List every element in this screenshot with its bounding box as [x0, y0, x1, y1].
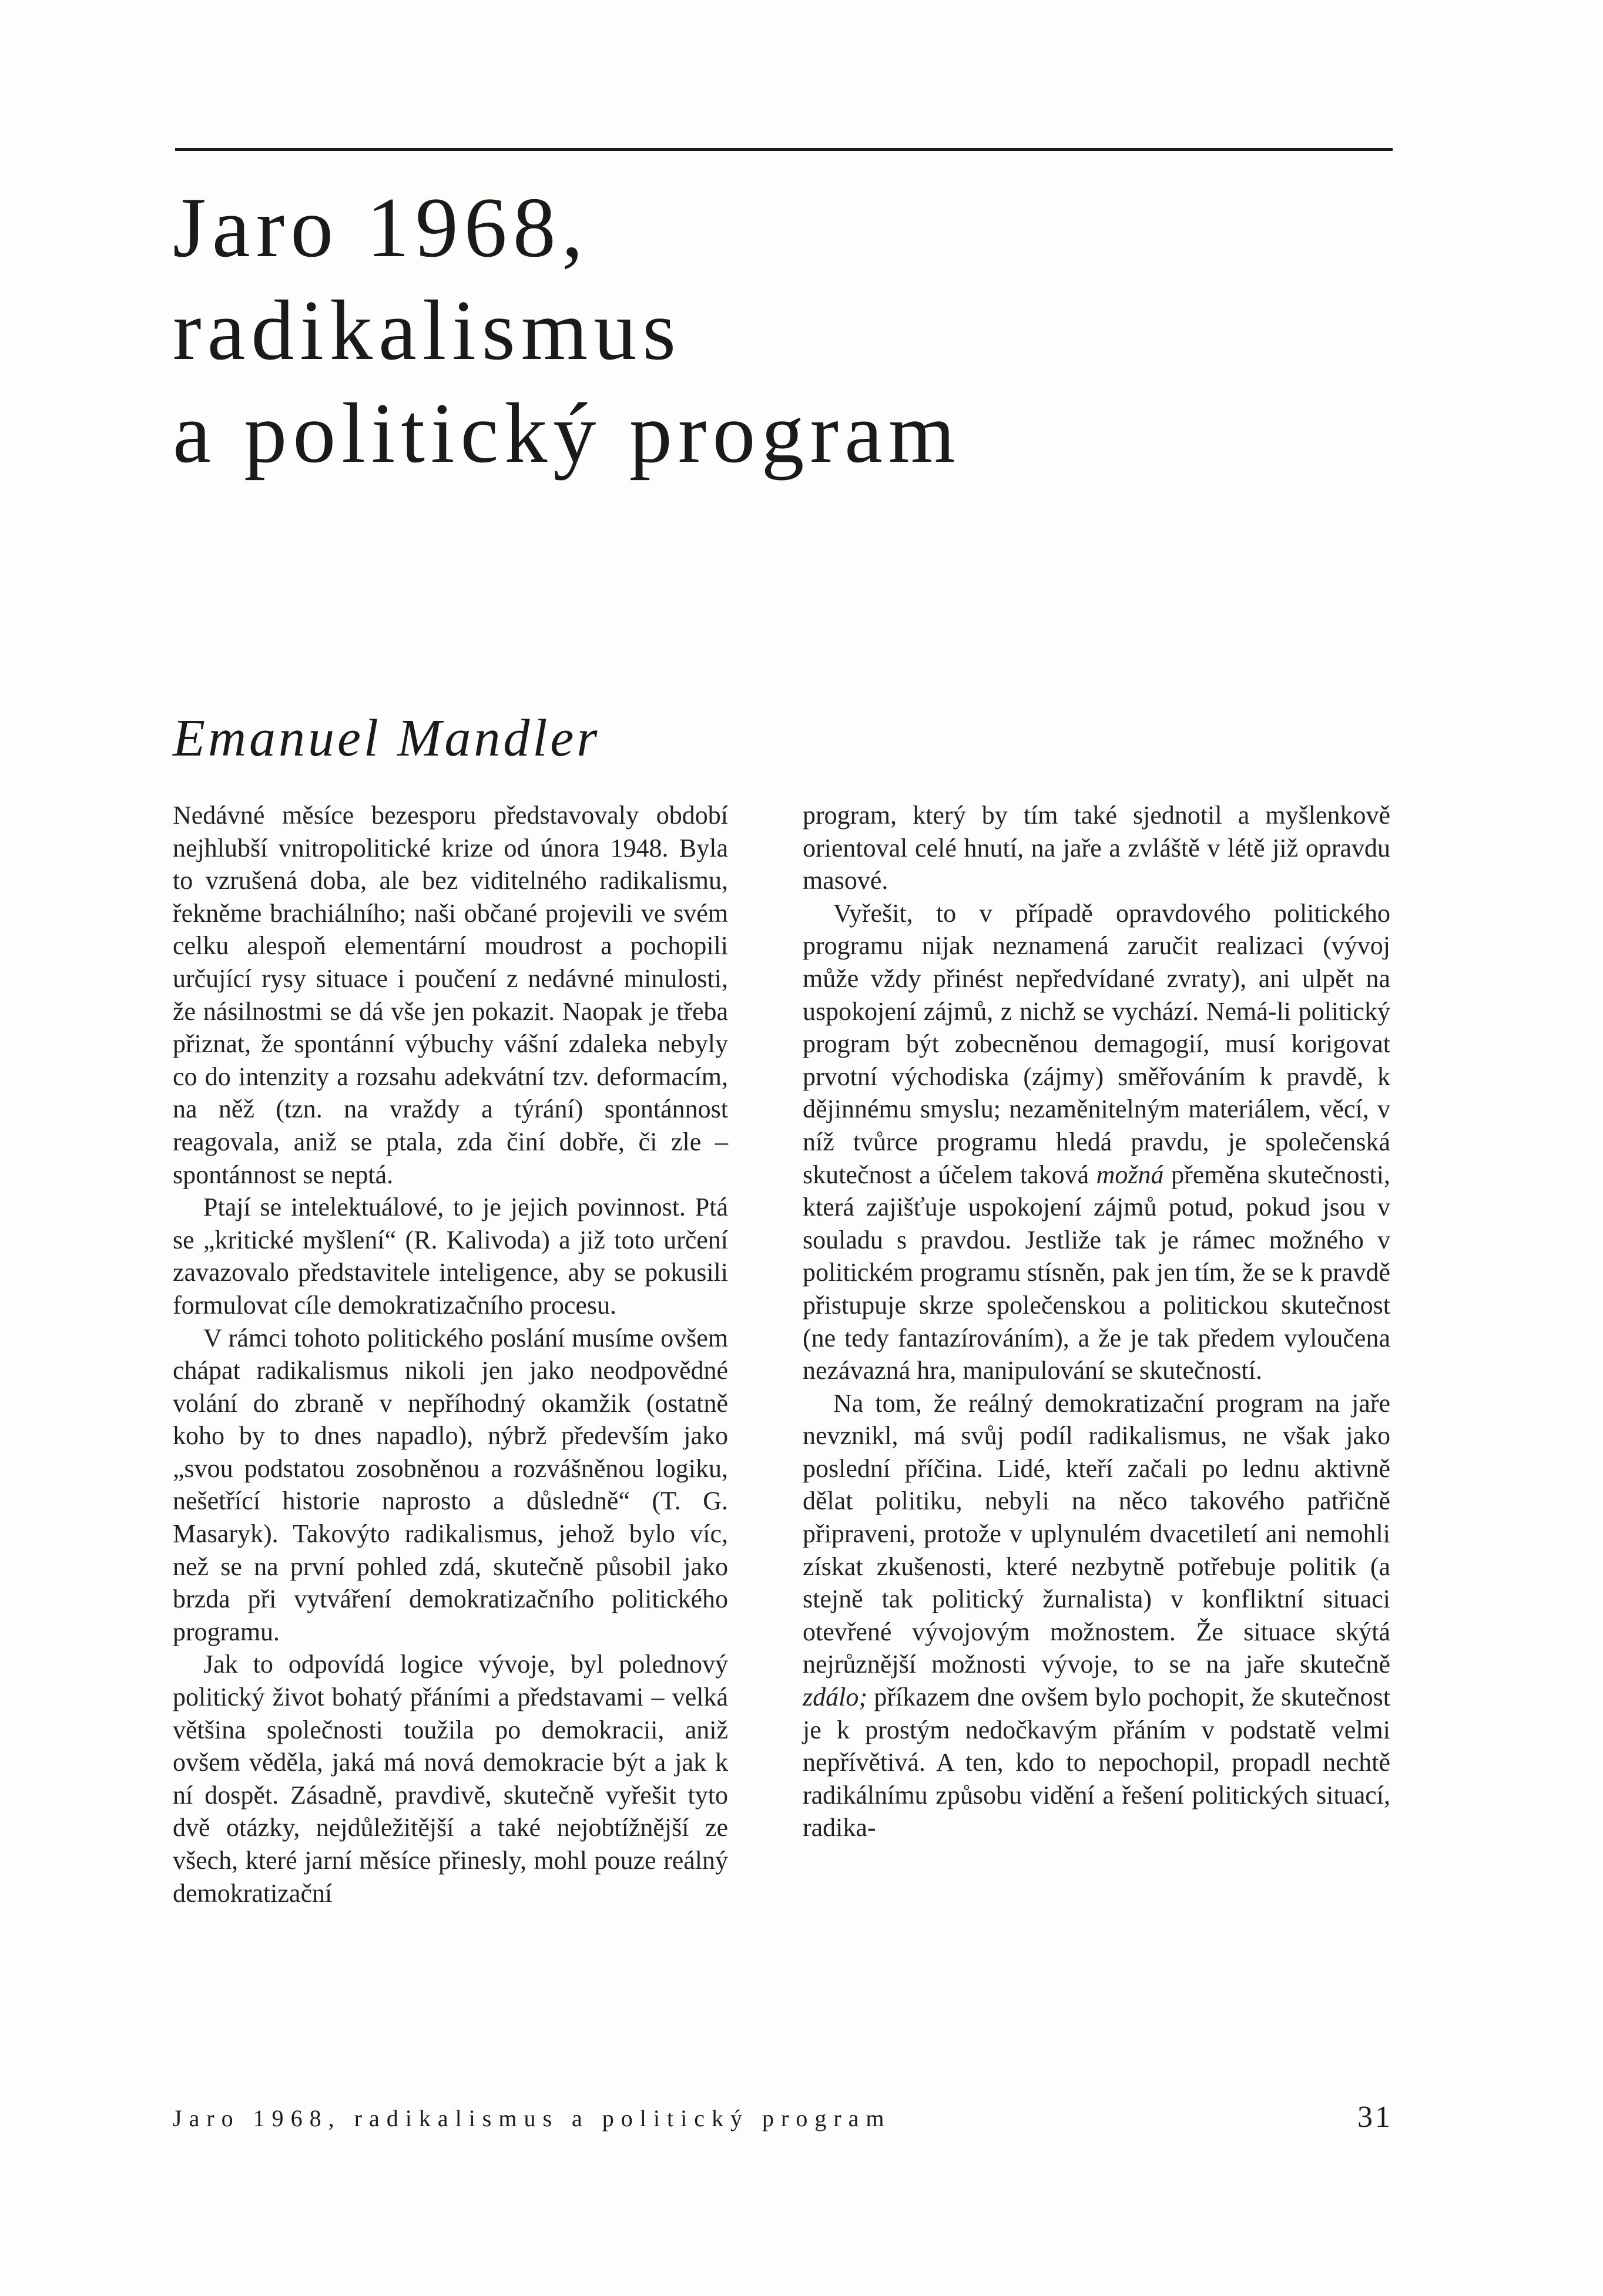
paragraph-text: přeměna skutečnosti, která zajišťuje uspokojení zájmů potud, pokud jsou v souladu s pravdou. Jestliže tak je rámec možného v politickém programu stísněn, pak jen tím, že se k pravdě přistupuje skrze společenskou a politickou skutečnost (ne tedy fantazírováním), a že je tak předem vyloučena nezávazná hra, manipulování se skutečností.: [803, 1160, 1391, 1385]
paragraph: [803, 1387, 1390, 1844]
paragraph: [803, 897, 1390, 1387]
running-title: Jaro 1968, radikalismus a politický program: [173, 2105, 891, 2131]
title-line-1: Jaro 1968,: [173, 180, 589, 275]
paragraph-text: Na tom, že reálný demokratizační program na jaře nevznikl, má svůj podíl radikalismus, ne však jako poslední příčina. Lidé, kteří začali po lednu aktivně dělat politiku, nebyli na něco takového patřičně připraveni, protože v uplynulém dvacetiletí ani nemohli získat zkušenosti, které nezbytně potřebuje politik (a stejně tak politický žurnalista) v konfliktní situaci otevřené vývojovým možnostem. Že situace skýtá nejrůznější možnosti vývoje, to se na jaře skutečně: [803, 1388, 1390, 1679]
top-rule: [175, 148, 1393, 151]
article-title: [173, 176, 1465, 485]
left-column: [173, 799, 728, 1909]
right-column: [803, 799, 1390, 1844]
page-number: 31: [1357, 2100, 1393, 2134]
paragraph-text: Vyřešit, to v případě opravdového politického programu nijak neznamená zaručit realizaci (vývoj může vždy přinést nepředvídané zvraty), ani ulpět na uspokojení zájmů, z nichž se vychází. Nemá-li politický program být zobecněnou demagogií, musí korigovat prvotní východiska (zájmy) směřováním k pravdě, k dějinnému smyslu; nezaměnitelným materiálem, věcí, v níž tvůrce programu hledá pravdu, je společenská skutečnost a účelem taková: [803, 898, 1390, 1189]
paragraph: V rámci tohoto politického poslání musíme ovšem chápat radikalismus nikoli jen jako neodpovědné volání do zbraně v nepříhodný okamžik (ostatně koho by to dnes napadlo), nýbrž především jako „svou podstatou zosobněnou a rozvášněnou logiku, nešetřící historie naprosto a důsledně“ (T. G. Masaryk). Takovýto radikalismus, jehož bylo víc, než se na první pohled zdá, skutečně působil jako brzda při vytváření demokratizačního politického programu.: [173, 1323, 728, 1646]
paragraph-text: příkazem dne ovšem bylo pochopit, že skutečnost je k prostým nedočkavým přáním v podstatě velmi nepřívětivá. A ten, kdo to nepochopil, propadl nechtě radikálnímu způsobu vidění a řešení politických situací, radika-: [803, 1683, 1390, 1842]
paragraph: Jak to odpovídá logice vývoje, byl polednový politický život bohatý přáními a představami – velká většina společnosti toužila po demokracii, aniž ovšem věděla, jaká má nová demokracie být a jak k ní dospět. Zásadně, pravdivě, skutečně vyřešit tyto dvě otázky, nejdůležitější a také nejobtížnější ze všech, které jarní měsíce přinesly, mohl pouze reálný demokratizační: [173, 1650, 728, 1908]
emphasis-text: zdálo;: [803, 1683, 867, 1712]
author-name: Emanuel Mandler: [173, 709, 601, 767]
paragraph: program, který by tím také sjednotil a myšlenkově orientoval celé hnutí, na jaře a zvláště v létě již opravdu masové.: [803, 801, 1390, 895]
title-line-3: a politický program: [173, 385, 961, 481]
title-line-2: radikalismus: [173, 283, 682, 378]
emphasis-text: možná: [1096, 1160, 1164, 1189]
paragraph: Ptají se intelektuálové, to je jejich povinnost. Ptá se „kritické myšlení“ (R. Kalivoda) a již toto určení zavazovalo představitele inteligence, aby se pokusili formulovat cíle demokratizačního procesu.: [173, 1193, 728, 1320]
paragraph: Nedávné měsíce bezesporu představovaly období nejhlubší vnitropolitické krize od února 1948. Byla to vzrušená doba, ale bez viditelného radikalismu, řekněme brachiálního; naši občané projevili ve svém celku alespoň elementární moudrost a pochopili určující rysy situace i poučení z nedávné minulosti, že násilnostmi se dá vše jen pokazit. Naopak je třeba přiznat, že spontánní výbuchy vášní zdaleka nebyly co do intenzity a rozsahu adekvátní tzv. deformacím, na něž (tzn. na vraždy a týrání) spontánnost reagovala, aniž se ptala, zda činí dobře, či zle – spontánnost se neptá.: [173, 801, 728, 1189]
